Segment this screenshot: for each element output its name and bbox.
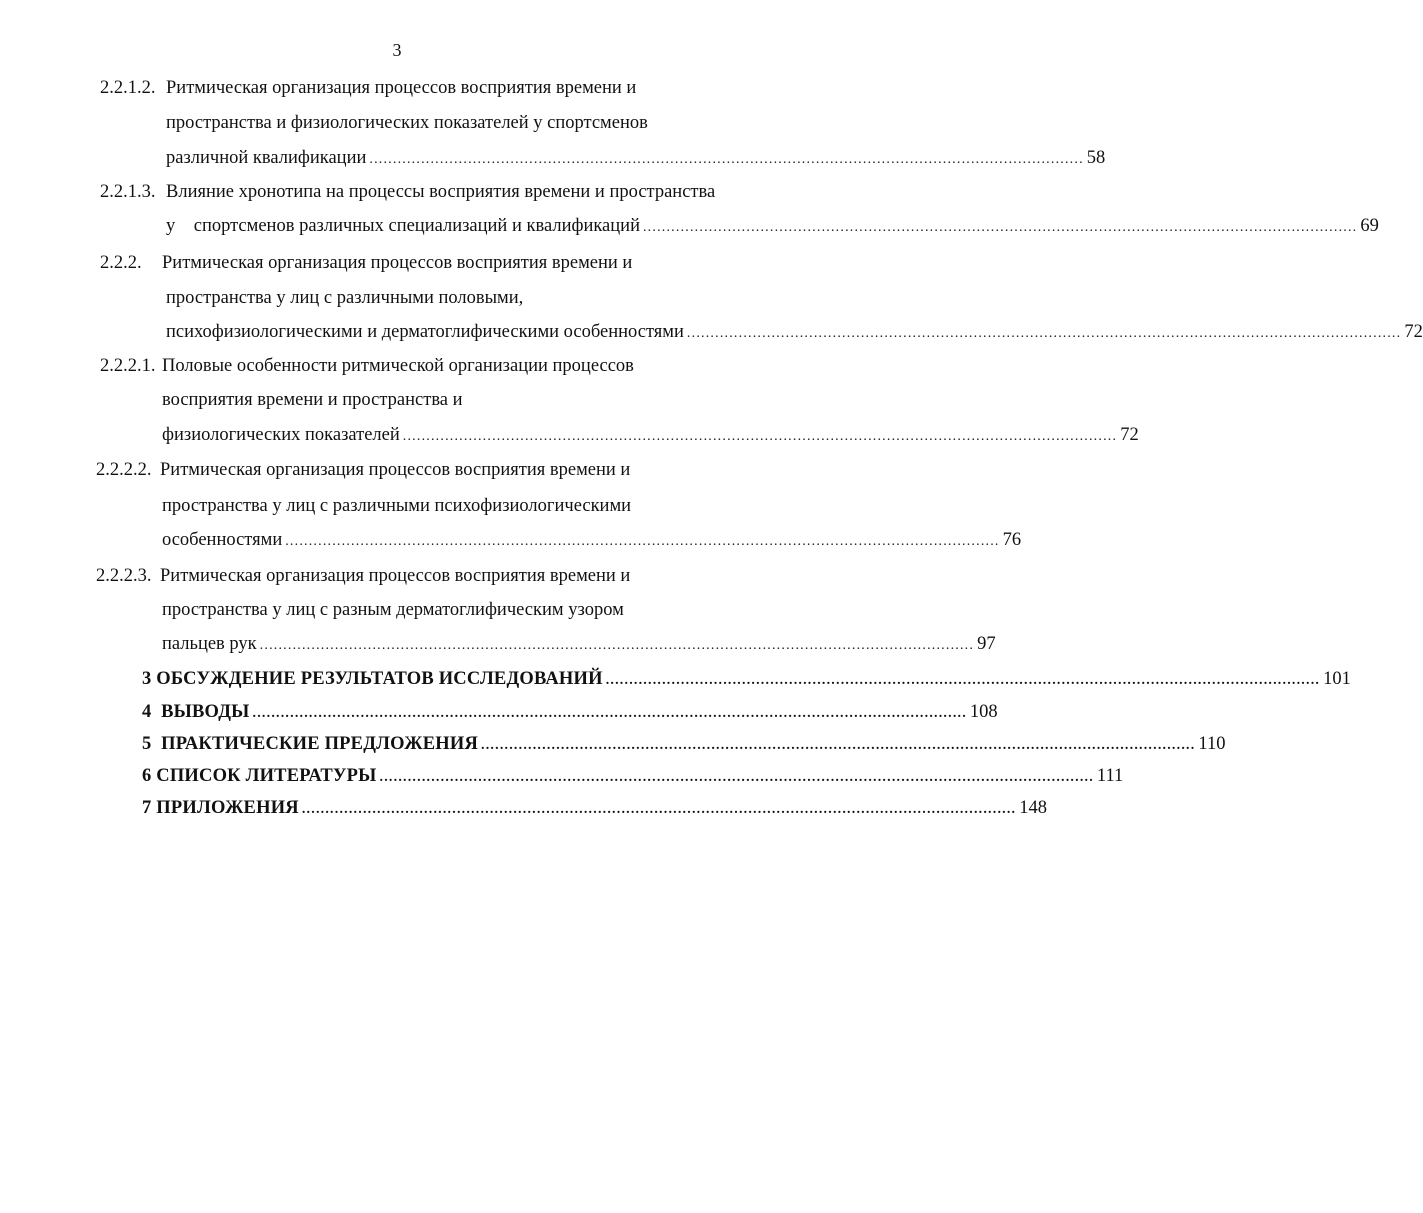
toc-entry-number: 2.2.2.2.	[96, 460, 152, 480]
toc-entry-number: 2.2.2.1.	[100, 356, 156, 376]
leader-dots: ........................................................................................................................................................	[642, 220, 1358, 235]
toc-entry-line: Ритмическая организация процессов восприятия времени и	[162, 253, 633, 273]
leader-dots: ........................................................................................................................................................	[285, 534, 1000, 549]
toc-entry-line: Ритмическая организация процессов восприятия времени и	[166, 78, 637, 98]
leader-dots: ........................................................................................................................................................	[402, 429, 1118, 444]
toc-page-number: 58	[1086, 148, 1106, 168]
toc-entry-line: пространства у лиц с разным дерматоглифическим узором	[162, 600, 624, 620]
toc-chapter-appendices[interactable]: 7 ПРИЛОЖЕНИЯ ........................................................................................................................................................ 148	[142, 796, 728, 822]
toc-entry-line: Влияние хронотипа на процессы восприятия времени и пространства	[166, 182, 716, 202]
toc-entry-line: Ритмическая организация процессов восприятия времени и	[160, 566, 631, 586]
leader-dots: ........................................................................................................................................................	[259, 638, 975, 653]
toc-entry-line-with-page[interactable]: физиологических показателей ........................................................................................................................................................ 72	[162, 423, 734, 449]
toc-entry-line: Половые особенности ритмической организации процессов	[162, 356, 634, 376]
toc-page-number: 108	[969, 702, 998, 722]
leader-dots: ........................................................................................................................................................	[686, 326, 1402, 341]
toc-page-number: 97	[977, 634, 996, 654]
leader-dots: ........................................................................................................................................................	[379, 770, 1094, 785]
toc-entry-line-with-page[interactable]: различной квалификации ........................................................................................................................................................ 58	[166, 146, 734, 172]
toc-page-number: 69	[1360, 216, 1379, 236]
toc-entry-number: 2.2.2.	[100, 253, 142, 273]
leader-dots: ........................................................................................................................................................	[605, 673, 1321, 688]
toc-page-number: 148	[1019, 798, 1047, 818]
toc-page-number: 110	[1198, 734, 1226, 754]
toc-page-number: 76	[1002, 530, 1022, 550]
toc-entry-line: пространства и физиологических показателей у спортсменов	[166, 113, 648, 133]
toc-entry-line-with-page[interactable]: пальцев рук ........................................................................................................................................................ 97	[162, 632, 730, 658]
leader-dots: ........................................................................................................................................................	[369, 152, 1084, 167]
toc-entry-line-with-page[interactable]: психофизиологическими и дерматоглифическими особенностями ........................................................................................................................................................ 72	[166, 320, 734, 346]
leader-dots: ........................................................................................................................................................	[252, 706, 967, 721]
toc-entry-line: пространства у лиц с различными половыми,	[166, 288, 524, 308]
toc-page-number: 111	[1096, 766, 1124, 786]
toc-chapter-references[interactable]: 6 СПИСОК ЛИТЕРАТУРЫ ........................................................................................................................................................ 111	[142, 764, 728, 790]
toc-page-number: 72	[1404, 322, 1423, 342]
leader-dots: ........................................................................................................................................................	[301, 802, 1017, 817]
toc-entry-number: 2.2.2.3.	[96, 566, 152, 586]
leader-dots: ........................................................................................................................................................	[481, 738, 1196, 753]
toc-chapter-discussion[interactable]: 3 ОБСУЖДЕНИЕ РЕЗУЛЬТАТОВ ИССЛЕДОВАНИЙ ........................................................................................................................................................ 101	[142, 667, 728, 693]
toc-entry-line: пространства у лиц с различными психофизиологическими	[162, 496, 632, 516]
toc-entry-number: 2.2.1.2.	[100, 78, 156, 98]
toc-chapter-practical-proposals[interactable]: 5 ПРАКТИЧЕСКИЕ ПРЕДЛОЖЕНИЯ ........................................................................................................................................................ 110	[142, 732, 728, 758]
toc-entry-line-with-page[interactable]: у спортсменов различных специализаций и квалификаций ........................................................................................................................................................ 69	[166, 214, 734, 240]
toc-page-number: 101	[1323, 669, 1351, 689]
toc-chapter-conclusions[interactable]: 4 ВЫВОДЫ ........................................................................................................................................................ 108	[142, 700, 728, 726]
page-number: 3	[392, 40, 402, 60]
toc-page-number: 72	[1120, 425, 1139, 445]
toc-entry-line-with-page[interactable]: особенностями ........................................................................................................................................................ 76	[162, 528, 732, 554]
toc-entry-line: восприятия времени и пространства и	[162, 390, 463, 410]
toc-entry-line: Ритмическая организация процессов восприятия времени и	[160, 460, 631, 480]
toc-entry-number: 2.2.1.3.	[100, 182, 156, 202]
